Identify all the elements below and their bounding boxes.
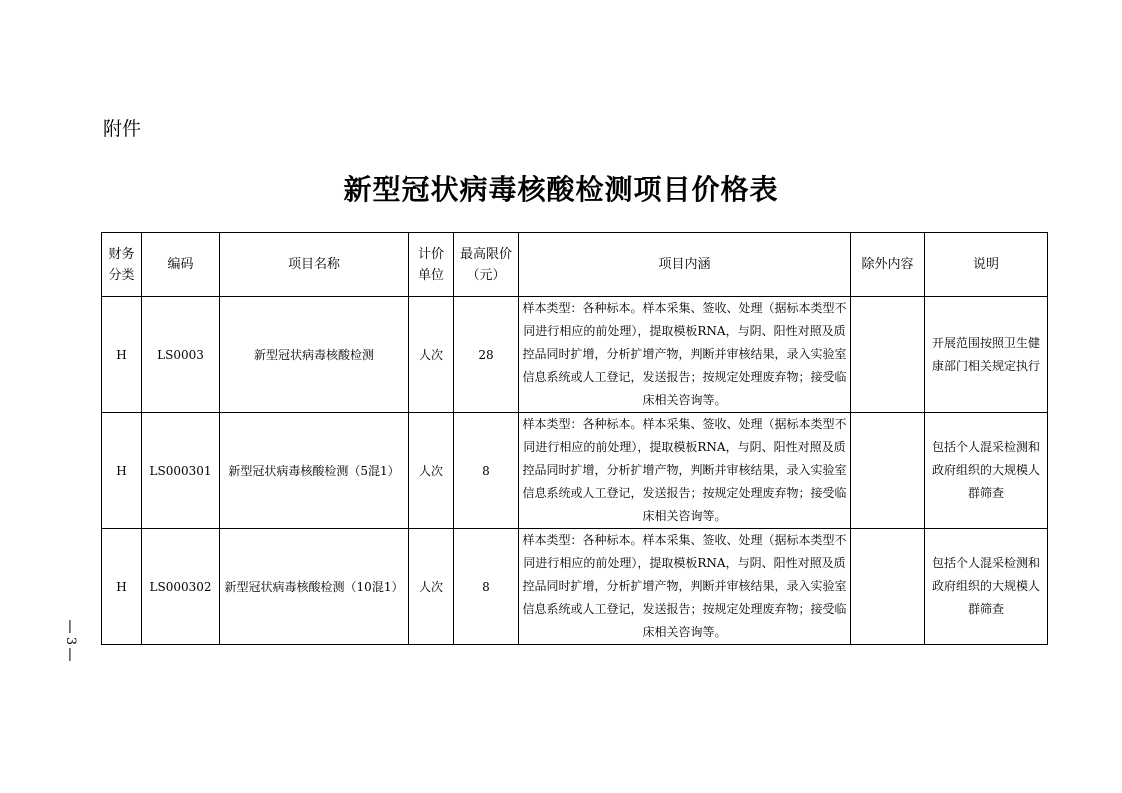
cell-exclusion — [851, 413, 925, 529]
cell-code: LS0003 — [142, 297, 220, 413]
cell-category: H — [102, 297, 142, 413]
cell-note: 包括个人混采检测和政府组织的大规模人群筛查 — [925, 413, 1048, 529]
cell-name: 新型冠状病毒核酸检测（10混1） — [220, 529, 409, 645]
cell-code: LS000302 — [142, 529, 220, 645]
cell-name: 新型冠状病毒核酸检测 — [220, 297, 409, 413]
header-exclusion: 除外内容 — [851, 233, 925, 297]
cell-content: 样本类型：各种标本。样本采集、签收、处理（据标本类型不同进行相应的前处理），提取模板RNA，与阴、阳性对照及质控品同时扩增，分析扩增产物，判断并审核结果，录入实验室信息系统或人工登记，发送报告；按规定处理废弃物；接受临床相关咨询等。 — [519, 297, 851, 413]
cell-exclusion — [851, 529, 925, 645]
header-name: 项目名称 — [220, 233, 409, 297]
page-number-value: 3 — [63, 636, 78, 646]
table-row — [102, 413, 1048, 529]
cell-price: 8 — [454, 529, 519, 645]
header-content: 项目内涵 — [519, 233, 851, 297]
cell-content: 样本类型：各种标本。样本采集、签收、处理（据标本类型不同进行相应的前处理），提取模板RNA，与阴、阳性对照及质控品同时扩增，分析扩增产物，判断并审核结果，录入实验室信息系统或人工登记，发送报告；按规定处理废弃物；接受临床相关咨询等。 — [519, 413, 851, 529]
cell-price: 28 — [454, 297, 519, 413]
cell-unit: 人次 — [409, 297, 454, 413]
cell-price: 8 — [454, 413, 519, 529]
cell-category: H — [102, 529, 142, 645]
attachment-label: 附件 — [103, 118, 142, 140]
cell-name: 新型冠状病毒核酸检测（5混1） — [220, 413, 409, 529]
cell-note: 开展范围按照卫生健康部门相关规定执行 — [925, 297, 1048, 413]
cell-exclusion — [851, 297, 925, 413]
cell-content: 样本类型：各种标本。样本采集、签收、处理（据标本类型不同进行相应的前处理），提取模板RNA，与阴、阳性对照及质控品同时扩增，分析扩增产物，判断并审核结果，录入实验室信息系统或人工登记，发送报告；按规定处理废弃物；接受临床相关咨询等。 — [519, 529, 851, 645]
price-table — [101, 232, 1048, 645]
header-price: 最高限价（元） — [454, 233, 519, 297]
header-unit: 计价单位 — [409, 233, 454, 297]
page-number-dash-top: | — [67, 619, 73, 634]
cell-unit: 人次 — [409, 529, 454, 645]
cell-note: 包括个人混采检测和政府组织的大规模人群筛查 — [925, 529, 1048, 645]
table-header-row — [102, 233, 1048, 297]
document-title: 新型冠状病毒核酸检测项目价格表 — [343, 173, 779, 206]
cell-unit: 人次 — [409, 413, 454, 529]
cell-code: LS000301 — [142, 413, 220, 529]
table-row — [102, 529, 1048, 645]
cell-category: H — [102, 413, 142, 529]
header-note: 说明 — [925, 233, 1048, 297]
page-number — [62, 620, 78, 662]
header-code: 编码 — [142, 233, 220, 297]
header-category: 财务分类 — [102, 233, 142, 297]
page-number-dash-bottom: | — [67, 647, 73, 662]
table-row — [102, 297, 1048, 413]
